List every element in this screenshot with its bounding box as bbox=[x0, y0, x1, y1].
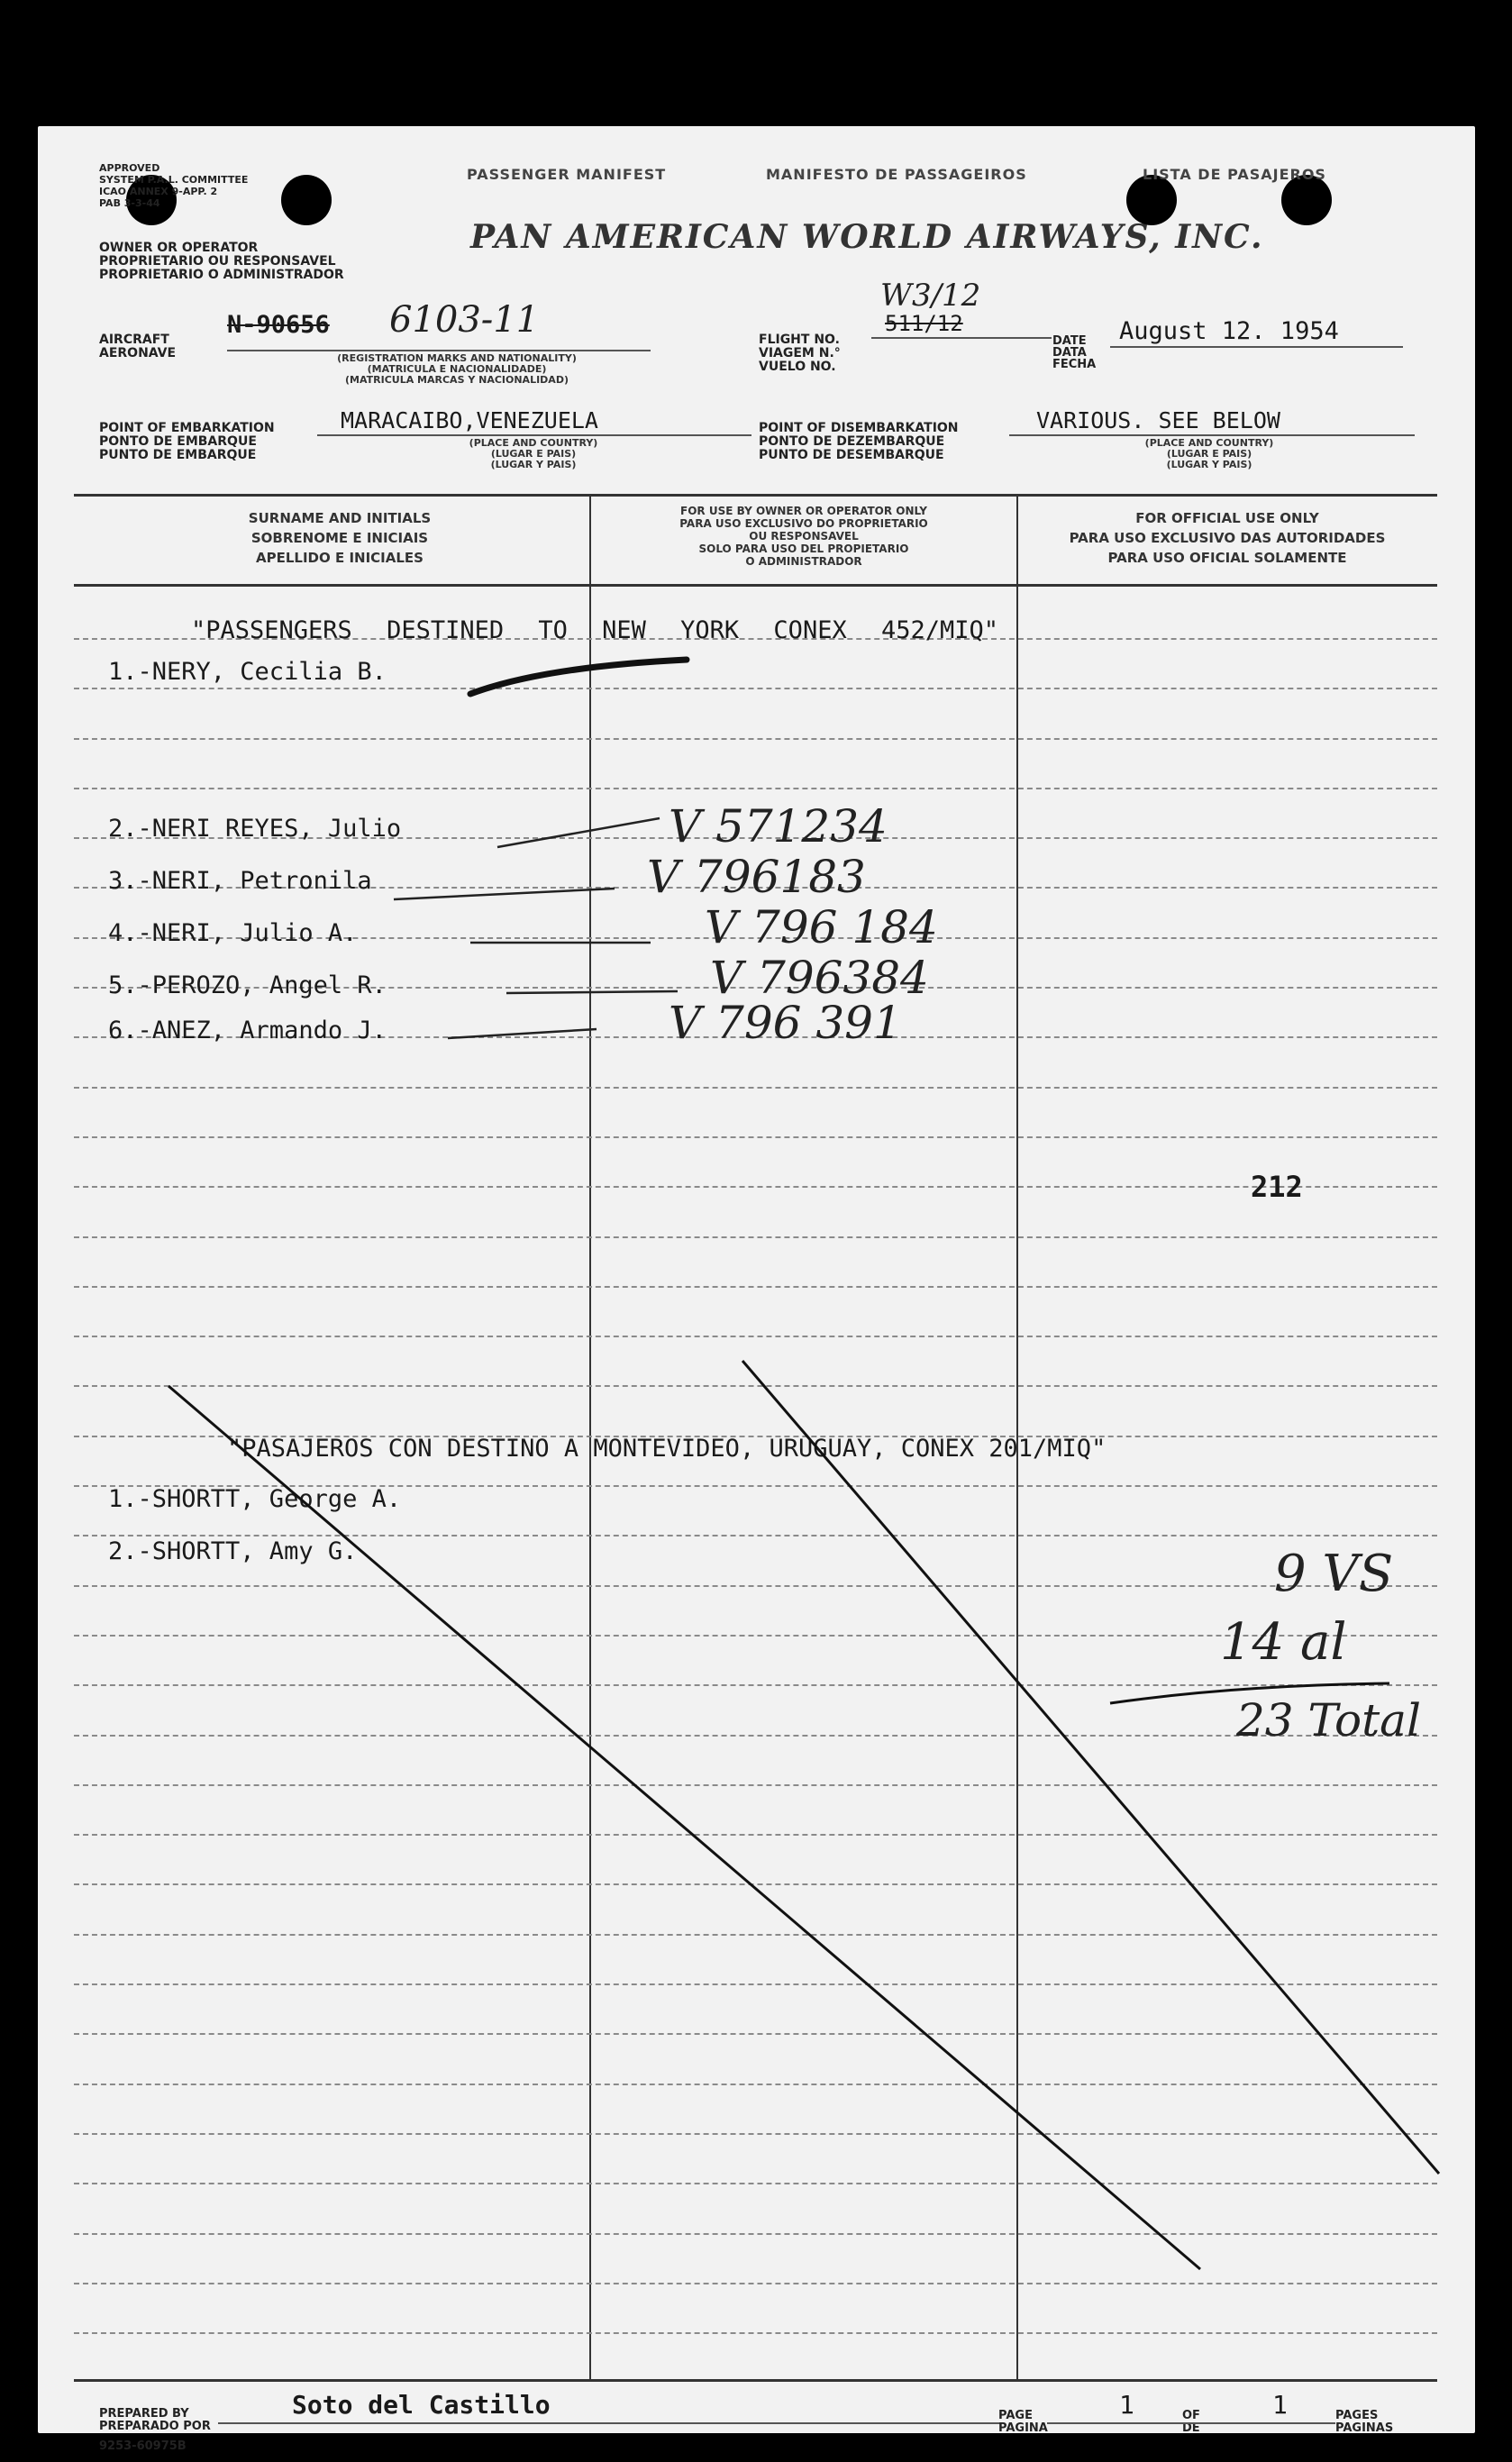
column-header-operator: FOR USE BY OWNER OR OPERATOR ONLY PARA USO EXCLUSIVO DO PROPRIETARIO OU RESPONSAVEL SOLO PARA USO DEL PROPIETARIO O ADMINISTRADOR bbox=[679, 505, 928, 568]
page-number: 1 bbox=[1119, 2390, 1134, 2420]
embarkation-label: POINT OF EMBARKATION PONTO DE EMBARQUE PUNTO DE EMBARQUE bbox=[99, 421, 275, 462]
passenger-name: 6.-ANEZ, Armando J. bbox=[108, 1017, 387, 1044]
manifest-page bbox=[38, 126, 1475, 2453]
passenger-name: 3.-NERI, Petronila bbox=[108, 867, 372, 895]
passenger-name: 5.-PEROZO, Angel R. bbox=[108, 971, 387, 999]
aircraft-registration-handwritten: 6103-11 bbox=[389, 299, 540, 341]
strike-through-mark bbox=[470, 660, 687, 694]
title-pt: MANIFESTO DE PASSAGEIROS bbox=[766, 166, 1027, 183]
disembarkation-label: POINT OF DISEMBARKATION PONTO DE DEZEMBARQUE PUNTO DE DESEMBARQUE bbox=[759, 421, 959, 462]
group-heading: "PASAJEROS CON DESTINO A MONTEVIDEO, URUGUAY, CONEX 201/MIQ" bbox=[227, 1435, 1107, 1463]
owner-label: OWNER OR OPERATOR PROPRIETARIO OU RESPONSAVEL PROPRIETARIO O ADMINISTRADOR bbox=[99, 241, 344, 282]
pages-label: PAGES PAGINAS bbox=[1335, 2409, 1394, 2435]
tally-line-1: 9 VS bbox=[1274, 1545, 1394, 1603]
tally-underline bbox=[1110, 1683, 1389, 1703]
embarkation-point: MARACAIBO,VENEZUELA bbox=[341, 407, 598, 433]
passenger-note: V 796 391 bbox=[669, 997, 902, 1049]
passenger-note: V 571234 bbox=[669, 800, 888, 853]
group-heading: "PASSENGERS DESTINED TO NEW YORK CONEX 452/MIQ" bbox=[191, 616, 999, 644]
flight-number-handwritten: W3/12 bbox=[880, 278, 981, 314]
passenger-note: V 796183 bbox=[647, 851, 866, 903]
diagonal-cancel-line bbox=[742, 1361, 1439, 2174]
prepared-by: Soto del Castillo bbox=[292, 2390, 551, 2420]
tally-line-3: 23 Total bbox=[1236, 1694, 1421, 1746]
aircraft-label: AIRCRAFT AERONAVE bbox=[99, 333, 177, 360]
approval-block: APPROVED SYSTEM P.A.L. COMMITTEE ICAO ANNEX 9-APP. 2 PAB 3-3-44 bbox=[99, 162, 249, 209]
diagonal-cancel-line bbox=[169, 1386, 1200, 2269]
check-stroke bbox=[506, 991, 678, 993]
flight-date: August 12. 1954 bbox=[1119, 317, 1339, 345]
check-stroke bbox=[394, 889, 615, 899]
title-en: PASSENGER MANIFEST bbox=[467, 166, 667, 183]
passenger-name: 4.-NERI, Julio A. bbox=[108, 919, 358, 947]
aircraft-sublabel: (REGISTRATION MARKS AND NATIONALITY) (MATRICULA E NACIONALIDADE) (MATRICULA MARCAS Y NACIONALIDAD) bbox=[337, 352, 577, 386]
page-label: PAGE PAGINA bbox=[998, 2409, 1048, 2435]
disembarkation-sublabel: (PLACE AND COUNTRY) (LUGAR E PAIS) (LUGAR Y PAIS) bbox=[1144, 437, 1274, 470]
airline-name: PAN AMERICAN WORLD AIRWAYS, INC. bbox=[470, 218, 1264, 256]
embarkation-sublabel: (PLACE AND COUNTRY) (LUGAR E PAIS) (LUGAR Y PAIS) bbox=[469, 437, 598, 470]
tally-line-2: 14 al bbox=[1220, 1613, 1347, 1672]
pen-marks bbox=[38, 126, 1475, 2433]
check-stroke bbox=[497, 818, 660, 847]
check-stroke bbox=[448, 1029, 597, 1038]
column-header-official: FOR OFFICIAL USE ONLY PARA USO EXCLUSIVO DAS AUTORIDADES PARA USO OFICIAL SOLAMENTE bbox=[1069, 510, 1386, 566]
passenger-note: V 796384 bbox=[710, 952, 929, 1004]
passenger-name: 1.-SHORTT, George A. bbox=[108, 1485, 402, 1513]
stamp-number: 212 bbox=[1251, 1170, 1303, 1204]
column-header-surname: SURNAME AND INITIALS SOBRENOME E INICIAIS APELLIDO E INICIALES bbox=[248, 510, 432, 566]
flight-label: FLIGHT NO. VIAGEM N.° VUELO NO. bbox=[759, 333, 841, 374]
of-label: OF DE bbox=[1182, 2409, 1200, 2435]
aircraft-registration-typed: N-90656 bbox=[227, 311, 330, 339]
disembarkation-point: VARIOUS. SEE BELOW bbox=[1036, 407, 1280, 433]
title-es: LISTA DE PASAJEROS bbox=[1143, 166, 1326, 183]
passenger-name: 2.-NERI REYES, Julio bbox=[108, 815, 402, 843]
flight-number-typed: 511/12 bbox=[885, 311, 963, 336]
passenger-note: V 796 184 bbox=[705, 901, 938, 953]
page-total: 1 bbox=[1272, 2390, 1288, 2420]
passenger-name: 1.-NERY, Cecilia B. bbox=[108, 658, 387, 686]
passenger-name: 2.-SHORTT, Amy G. bbox=[108, 1537, 358, 1565]
date-label: DATE DATA FECHA bbox=[1052, 334, 1097, 371]
prepared-by-label: PREPARED BY PREPARADO POR 9253-60975B bbox=[99, 2407, 211, 2453]
